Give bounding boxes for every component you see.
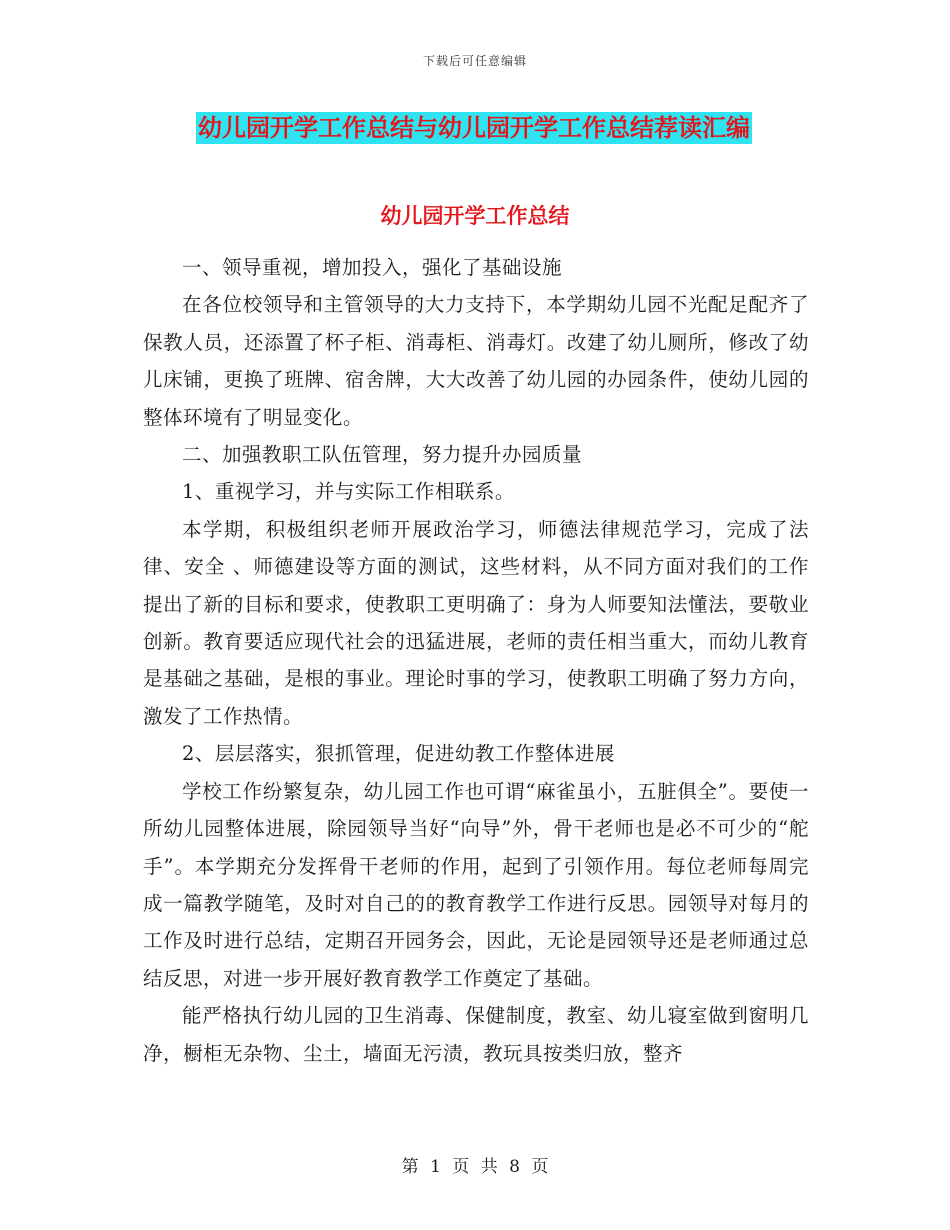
header-note: 下载后可任意编辑 [422,54,527,68]
page-number-footer: 第 1 页 共 8 页 [401,1157,549,1177]
paragraph: 能严格执行幼儿园的卫生消毒、保健制度，教室、幼儿寝室做到窗明几净，橱柜无杂物、尘土，墙面无污渍，教玩具按类归放，整齐 [143,1004,809,1065]
document-body [143,249,809,1072]
paragraph-heading-1: 一、领导重视，增加投入，强化了基础设施 [182,256,563,279]
paragraph-heading-2: 二、加强教职工队伍管理，努力提升办园质量 [182,443,583,467]
paragraph-subheading-1: 1、重视学习，并与实际工作相联系。 [182,480,515,504]
paragraph: 本学期，积极组织老师开展政治学习，师德法律规范学习，完成了法律、安全 、师德建设等方面的测试，这些材料，从不同方面对我们的工作提出了新的目标和要求，使教职工更明确了：身为人师要知法懂法，要敬业创新。教育要适应现代社会的迅猛进展，老师的责任相当重大，而幼儿教育是基础之基础，是根的事业。理论时事的学习，使教职工明确了努力方向，激发了工作热情。 [143,517,809,728]
paragraph: 学校工作纷繁复杂，幼儿园工作也可谓“麻雀虽小，五脏俱全”。要使一所幼儿园整体进展，除园领导当好“向导”外，骨干老师也是必不可少的“舵手”。本学期充分发挥骨干老师的作用，起到了引领作用。每位老师每周完成一篇教学随笔，及时对自己的的教育教学工作进行反思。园领导对每月的工作及时进行总结，定期召开园务会，因此，无论是园领导还是老师通过总结反思，对进一步开展好教育教学工作奠定了基础。 [143,779,809,990]
paragraph-subheading-2: 2、层层落实，狠抓管理，促进幼教工作整体进展 [182,742,615,766]
document-title-container [196,112,752,144]
section-title: 幼儿园开学工作总结 [380,204,570,228]
paragraph: 在各位校领导和主管领导的大力支持下，本学期幼儿园不光配足配齐了保教人员，还添置了杯子柜、消毒柜、消毒灯。改建了幼儿厕所，修改了幼儿床铺，更换了班牌、宿舍牌，大大改善了幼儿园的办园条件，使幼儿园的整体环境有了明显变化。 [143,293,809,429]
document-title: 幼儿园开学工作总结与幼儿园开学工作总结荐读汇编 [198,114,750,142]
